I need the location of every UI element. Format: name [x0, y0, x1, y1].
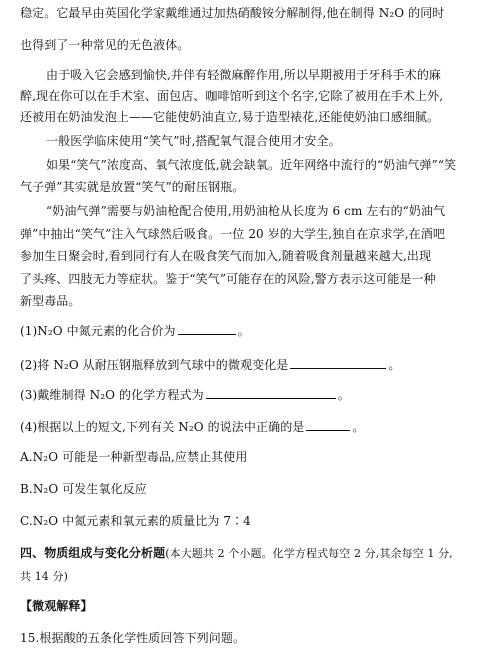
answer-blank-2[interactable] — [290, 357, 386, 369]
question-2-text: (2)将 N₂O 从耐压钢瓶释放到气球中的微观变化是 — [20, 358, 289, 372]
option-a: A.N₂O 可能是一种新型毒品,应禁止其使用 — [20, 450, 248, 464]
question-4 — [20, 419, 470, 435]
passage-line: 也得到了一种常见的无色液体。 — [20, 38, 190, 52]
period: 。 — [337, 388, 350, 402]
question-15: 15.根据酸的五条化学性质回答下列问题。 — [20, 631, 246, 645]
passage-line: “奶油气弹”需要与奶油枪配合使用,用奶油枪从长度为 6 cm 左右的“奶油气 — [46, 204, 446, 218]
passage-line: 由于吸入它会感到愉快,并伴有轻微麻醉作用,所以早期被用于牙科手术的麻 — [46, 68, 442, 82]
passage-line: 如果“笑气”浓度高、氧气浓度低,就会缺氧。近年网络中流行的“奶油气弹”“笑 — [46, 158, 457, 172]
question-1 — [20, 323, 470, 339]
passage-line: 一般医学临床使用“笑气”时,搭配氧气混合使用才安全。 — [46, 134, 341, 148]
topic-tag: 【微观解释】 — [20, 599, 93, 613]
period: 。 — [237, 324, 250, 338]
section-note: (本大题共 2 个小题。化学方程式每空 2 分,其余每空 1 分, — [165, 547, 453, 560]
passage-line: 气子弹”其实就是放置“笑气”的耐压钢瓶。 — [20, 180, 245, 194]
answer-blank-1[interactable] — [178, 323, 236, 335]
option-c: C.N₂O 中氮元素和氧元素的质量比为 7∶4 — [20, 514, 251, 528]
question-3-text: (3)戴维制得 N₂O 的化学方程式为 — [20, 388, 204, 402]
period: 。 — [352, 420, 365, 434]
question-1-text: (1)N₂O 中氮元素的化合价为 — [20, 324, 176, 338]
passage-line: 还被用在奶油发泡上——它能使奶油直立,易于造型裱花,还能使奶油口感细腻。 — [20, 110, 440, 124]
section-title: 四、物质组成与变化分析题 — [20, 546, 166, 560]
passage-line: 新型毒品。 — [20, 294, 81, 308]
passage-line: 弹”中抽出“笑气”注入气球然后吸食。一位 20 岁的大学生,独自在京求学,在酒吧 — [20, 227, 445, 241]
passage-line: 了头疼、四肢无力等症状。鉴于“笑气”可能存在的风险,警方表示这可能是一种 — [20, 272, 436, 286]
passage-line: 参加生日聚会时,看到同行有人在吸食笑气而加入,随着吸食剂量越来越大,出现 — [20, 249, 432, 263]
answer-blank-3[interactable] — [206, 387, 336, 399]
passage-line: 醉,现在你可以在手术室、面包店、咖啡馆听到这个名字,它除了被用在手术上外, — [20, 89, 444, 103]
option-b: B.N₂O 可发生氧化反应 — [20, 482, 147, 496]
period: 。 — [388, 358, 401, 372]
section-heading — [20, 545, 470, 562]
question-2 — [20, 357, 470, 373]
answer-blank-4[interactable] — [306, 419, 350, 431]
question-3 — [20, 387, 470, 403]
passage-line: 稳定。它最早由英国化学家戴维通过加热硝酸铵分解制得,他在制得 N₂O 的同时 — [20, 6, 445, 20]
question-4-text: (4)根据以上的短文,下列有关 N₂O 的说法中正确的是 — [20, 420, 305, 434]
section-note-cont: 共 14 分) — [20, 570, 68, 583]
